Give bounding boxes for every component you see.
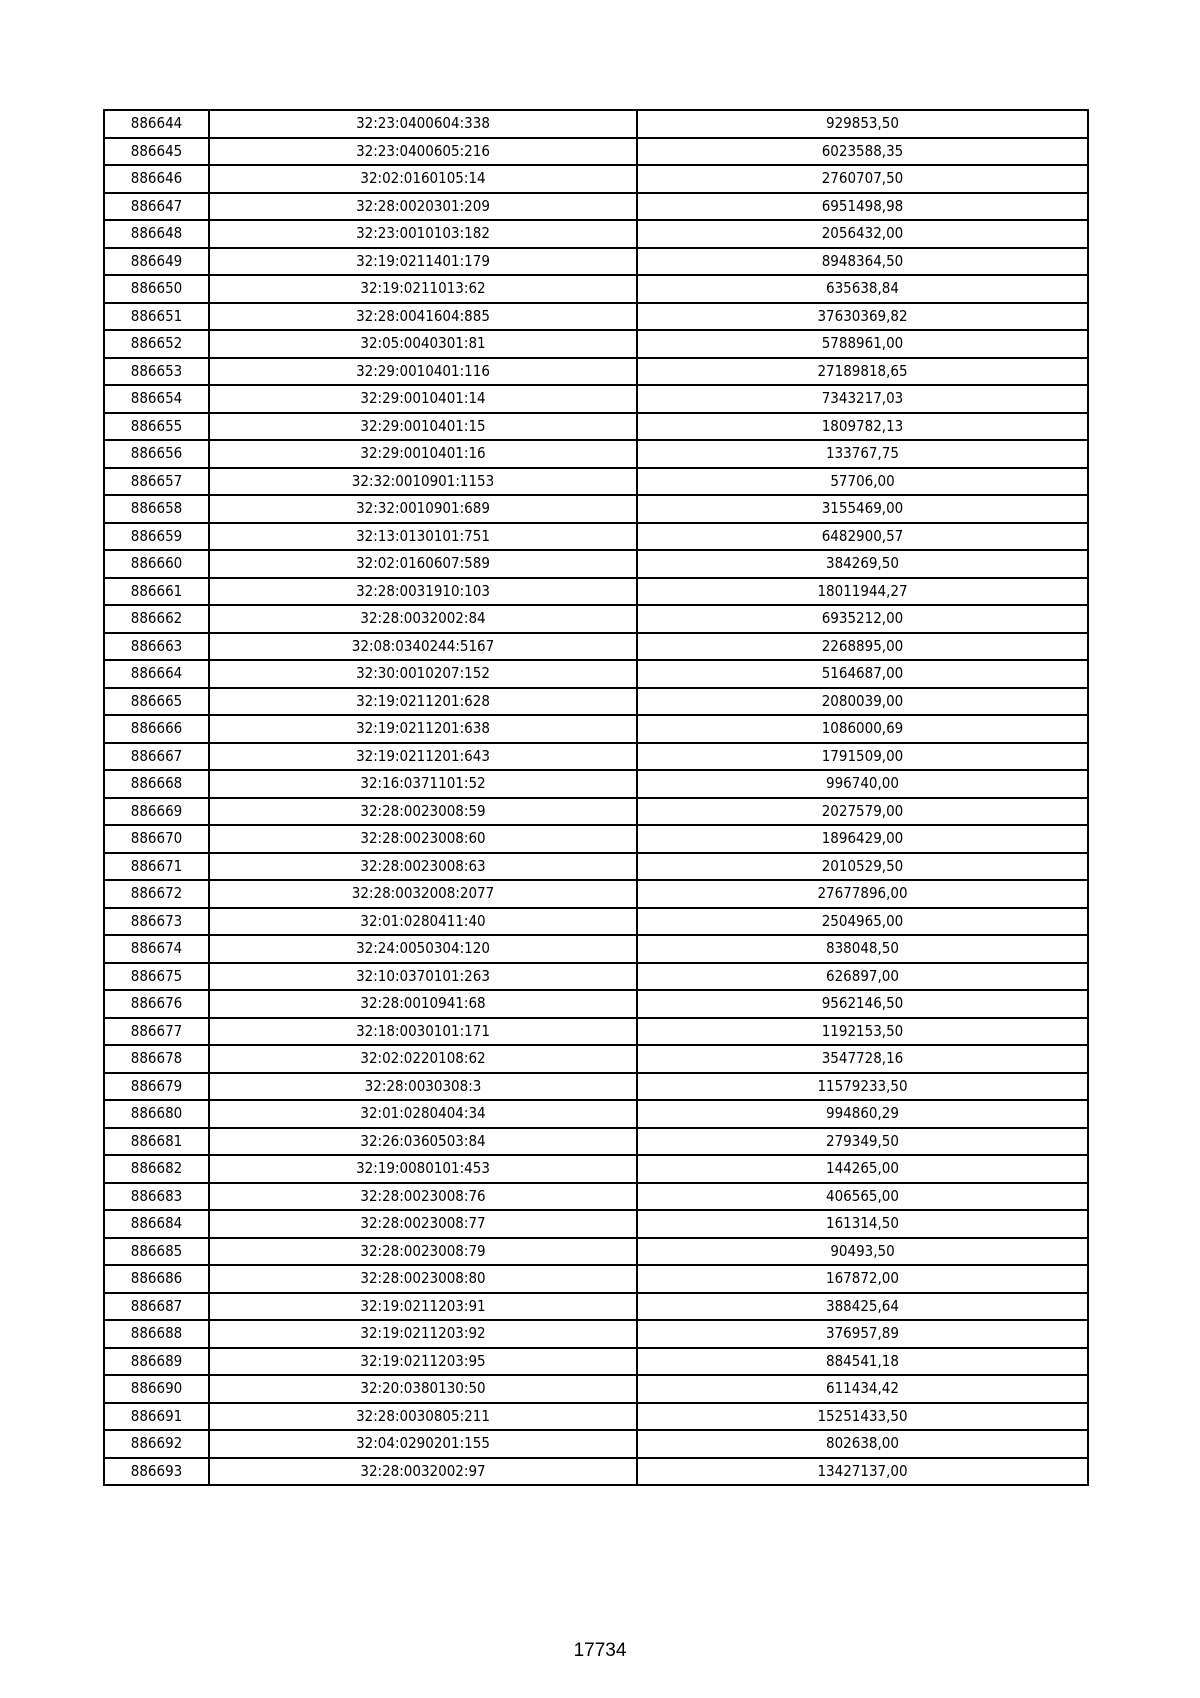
value-cell: 929853,50 — [637, 110, 1088, 138]
record-number-cell: 886683 — [104, 1183, 209, 1211]
cadastral-number-cell: 32:19:0211401:179 — [209, 248, 637, 276]
table-row — [104, 1100, 1088, 1128]
table-row — [104, 468, 1088, 496]
record-number-cell: 886658 — [104, 495, 209, 523]
record-number-cell: 886673 — [104, 908, 209, 936]
record-number-cell: 886660 — [104, 550, 209, 578]
value-cell: 6935212,00 — [637, 605, 1088, 633]
value-cell: 27189818,65 — [637, 358, 1088, 386]
table-row — [104, 660, 1088, 688]
value-cell: 635638,84 — [637, 275, 1088, 303]
value-cell: 5788961,00 — [637, 330, 1088, 358]
table-row — [104, 1210, 1088, 1238]
cadastral-number-cell: 32:02:0160105:14 — [209, 165, 637, 193]
record-number-cell: 886672 — [104, 880, 209, 908]
cadastral-number-cell: 32:19:0211203:91 — [209, 1293, 637, 1321]
data-table — [103, 109, 1089, 1486]
value-cell: 27677896,00 — [637, 880, 1088, 908]
table-row — [104, 358, 1088, 386]
record-number-cell: 886693 — [104, 1458, 209, 1486]
cadastral-number-cell: 32:19:0211203:95 — [209, 1348, 637, 1376]
value-cell: 11579233,50 — [637, 1073, 1088, 1101]
value-cell: 1791509,00 — [637, 743, 1088, 771]
record-number-cell: 886670 — [104, 825, 209, 853]
value-cell: 2504965,00 — [637, 908, 1088, 936]
value-cell: 9562146,50 — [637, 990, 1088, 1018]
table-row — [104, 165, 1088, 193]
cadastral-number-cell: 32:28:0023008:60 — [209, 825, 637, 853]
record-number-cell: 886649 — [104, 248, 209, 276]
value-cell: 6951498,98 — [637, 193, 1088, 221]
value-cell: 2080039,00 — [637, 688, 1088, 716]
cadastral-number-cell: 32:28:0023008:76 — [209, 1183, 637, 1211]
cadastral-number-cell: 32:29:0010401:14 — [209, 385, 637, 413]
value-cell: 2010529,50 — [637, 853, 1088, 881]
table-row — [104, 1018, 1088, 1046]
record-number-cell: 886645 — [104, 138, 209, 166]
value-cell: 376957,89 — [637, 1320, 1088, 1348]
table-row — [104, 1348, 1088, 1376]
table-row — [104, 330, 1088, 358]
record-number-cell: 886652 — [104, 330, 209, 358]
record-number-cell: 886690 — [104, 1375, 209, 1403]
table-row — [104, 688, 1088, 716]
cadastral-number-cell: 32:23:0400604:338 — [209, 110, 637, 138]
table-row — [104, 715, 1088, 743]
value-cell: 1192153,50 — [637, 1018, 1088, 1046]
value-cell: 1896429,00 — [637, 825, 1088, 853]
value-cell: 2027579,00 — [637, 798, 1088, 826]
record-number-cell: 886685 — [104, 1238, 209, 1266]
cadastral-number-cell: 32:28:0023008:63 — [209, 853, 637, 881]
cadastral-number-cell: 32:28:0032008:2077 — [209, 880, 637, 908]
cadastral-number-cell: 32:16:0371101:52 — [209, 770, 637, 798]
cadastral-number-cell: 32:02:0160607:589 — [209, 550, 637, 578]
cadastral-number-cell: 32:19:0211013:62 — [209, 275, 637, 303]
cadastral-number-cell: 32:02:0220108:62 — [209, 1045, 637, 1073]
record-number-cell: 886681 — [104, 1128, 209, 1156]
cadastral-number-cell: 32:05:0040301:81 — [209, 330, 637, 358]
cadastral-number-cell: 32:19:0211201:643 — [209, 743, 637, 771]
cadastral-number-cell: 32:30:0010207:152 — [209, 660, 637, 688]
cadastral-number-cell: 32:13:0130101:751 — [209, 523, 637, 551]
table-row — [104, 1155, 1088, 1183]
table-row — [104, 1183, 1088, 1211]
record-number-cell: 886692 — [104, 1430, 209, 1458]
value-cell: 15251433,50 — [637, 1403, 1088, 1431]
table-row — [104, 1458, 1088, 1486]
value-cell: 57706,00 — [637, 468, 1088, 496]
cadastral-number-cell: 32:20:0380130:50 — [209, 1375, 637, 1403]
record-number-cell: 886647 — [104, 193, 209, 221]
value-cell: 611434,42 — [637, 1375, 1088, 1403]
table-row — [104, 770, 1088, 798]
record-number-cell: 886666 — [104, 715, 209, 743]
record-number-cell: 886650 — [104, 275, 209, 303]
table-row — [104, 275, 1088, 303]
cadastral-number-cell: 32:23:0010103:182 — [209, 220, 637, 248]
record-number-cell: 886663 — [104, 633, 209, 661]
cadastral-number-cell: 32:29:0010401:16 — [209, 440, 637, 468]
cadastral-number-cell: 32:29:0010401:116 — [209, 358, 637, 386]
cadastral-number-cell: 32:32:0010901:1153 — [209, 468, 637, 496]
value-cell: 90493,50 — [637, 1238, 1088, 1266]
cadastral-number-cell: 32:28:0031910:103 — [209, 578, 637, 606]
record-number-cell: 886646 — [104, 165, 209, 193]
value-cell: 5164687,00 — [637, 660, 1088, 688]
table-row — [104, 578, 1088, 606]
value-cell: 144265,00 — [637, 1155, 1088, 1183]
value-cell: 3547728,16 — [637, 1045, 1088, 1073]
table-row — [104, 853, 1088, 881]
cadastral-number-cell: 32:32:0010901:689 — [209, 495, 637, 523]
record-number-cell: 886691 — [104, 1403, 209, 1431]
cadastral-number-cell: 32:28:0023008:79 — [209, 1238, 637, 1266]
table-row — [104, 550, 1088, 578]
cadastral-number-cell: 32:28:0010941:68 — [209, 990, 637, 1018]
record-number-cell: 886656 — [104, 440, 209, 468]
table-row — [104, 880, 1088, 908]
table-row — [104, 990, 1088, 1018]
table-row — [104, 743, 1088, 771]
cadastral-number-cell: 32:18:0030101:171 — [209, 1018, 637, 1046]
table-row — [104, 1073, 1088, 1101]
table-row — [104, 495, 1088, 523]
record-number-cell: 886687 — [104, 1293, 209, 1321]
value-cell: 2056432,00 — [637, 220, 1088, 248]
value-cell: 996740,00 — [637, 770, 1088, 798]
value-cell: 2268895,00 — [637, 633, 1088, 661]
record-number-cell: 886655 — [104, 413, 209, 441]
record-number-cell: 886684 — [104, 1210, 209, 1238]
value-cell: 384269,50 — [637, 550, 1088, 578]
value-cell: 388425,64 — [637, 1293, 1088, 1321]
page-number: 17734 — [573, 1640, 627, 1661]
record-number-cell: 886678 — [104, 1045, 209, 1073]
record-number-cell: 886665 — [104, 688, 209, 716]
record-number-cell: 886688 — [104, 1320, 209, 1348]
table-row — [104, 1430, 1088, 1458]
table-row — [104, 385, 1088, 413]
cadastral-number-cell: 32:28:0023008:80 — [209, 1265, 637, 1293]
record-number-cell: 886689 — [104, 1348, 209, 1376]
record-number-cell: 886664 — [104, 660, 209, 688]
value-cell: 1809782,13 — [637, 413, 1088, 441]
record-number-cell: 886675 — [104, 963, 209, 991]
table-row — [104, 798, 1088, 826]
record-number-cell: 886661 — [104, 578, 209, 606]
value-cell: 802638,00 — [637, 1430, 1088, 1458]
record-number-cell: 886674 — [104, 935, 209, 963]
record-number-cell: 886654 — [104, 385, 209, 413]
table-row — [104, 825, 1088, 853]
cadastral-number-cell: 32:01:0280404:34 — [209, 1100, 637, 1128]
table-row — [104, 1403, 1088, 1431]
value-cell: 406565,00 — [637, 1183, 1088, 1211]
table-row — [104, 248, 1088, 276]
table-row — [104, 193, 1088, 221]
table-row — [104, 935, 1088, 963]
table-row — [104, 220, 1088, 248]
cadastral-number-cell: 32:28:0023008:77 — [209, 1210, 637, 1238]
value-cell: 279349,50 — [637, 1128, 1088, 1156]
cadastral-number-cell: 32:28:0030805:211 — [209, 1403, 637, 1431]
cadastral-number-cell: 32:19:0211203:92 — [209, 1320, 637, 1348]
record-number-cell: 886671 — [104, 853, 209, 881]
record-number-cell: 886668 — [104, 770, 209, 798]
value-cell: 626897,00 — [637, 963, 1088, 991]
record-number-cell: 886677 — [104, 1018, 209, 1046]
value-cell: 18011944,27 — [637, 578, 1088, 606]
cadastral-number-cell: 32:28:0023008:59 — [209, 798, 637, 826]
value-cell: 133767,75 — [637, 440, 1088, 468]
record-number-cell: 886686 — [104, 1265, 209, 1293]
cadastral-number-cell: 32:28:0032002:84 — [209, 605, 637, 633]
cadastral-number-cell: 32:28:0030308:3 — [209, 1073, 637, 1101]
record-number-cell: 886667 — [104, 743, 209, 771]
record-number-cell: 886644 — [104, 110, 209, 138]
cadastral-number-cell: 32:19:0080101:453 — [209, 1155, 637, 1183]
value-cell: 6023588,35 — [637, 138, 1088, 166]
cadastral-number-cell: 32:29:0010401:15 — [209, 413, 637, 441]
cadastral-number-cell: 32:28:0041604:885 — [209, 303, 637, 331]
table-row — [104, 633, 1088, 661]
value-cell: 838048,50 — [637, 935, 1088, 963]
table-row — [104, 440, 1088, 468]
table-row — [104, 605, 1088, 633]
cadastral-number-cell: 32:24:0050304:120 — [209, 935, 637, 963]
table-row — [104, 1293, 1088, 1321]
cadastral-number-cell: 32:23:0400605:216 — [209, 138, 637, 166]
table-row — [104, 1265, 1088, 1293]
table-row — [104, 110, 1088, 138]
cadastral-number-cell: 32:19:0211201:628 — [209, 688, 637, 716]
record-number-cell: 886680 — [104, 1100, 209, 1128]
table-row — [104, 1045, 1088, 1073]
value-cell: 8948364,50 — [637, 248, 1088, 276]
table-row — [104, 523, 1088, 551]
value-cell: 884541,18 — [637, 1348, 1088, 1376]
table-row — [104, 413, 1088, 441]
record-number-cell: 886679 — [104, 1073, 209, 1101]
table-row — [104, 963, 1088, 991]
cadastral-number-cell: 32:19:0211201:638 — [209, 715, 637, 743]
value-cell: 994860,29 — [637, 1100, 1088, 1128]
cadastral-number-cell: 32:04:0290201:155 — [209, 1430, 637, 1458]
record-number-cell: 886648 — [104, 220, 209, 248]
record-number-cell: 886651 — [104, 303, 209, 331]
value-cell: 3155469,00 — [637, 495, 1088, 523]
value-cell: 37630369,82 — [637, 303, 1088, 331]
table-row — [104, 1238, 1088, 1266]
value-cell: 6482900,57 — [637, 523, 1088, 551]
table-body — [104, 110, 1088, 1485]
value-cell: 13427137,00 — [637, 1458, 1088, 1486]
value-cell: 161314,50 — [637, 1210, 1088, 1238]
cadastral-number-cell: 32:10:0370101:263 — [209, 963, 637, 991]
record-number-cell: 886682 — [104, 1155, 209, 1183]
value-cell: 1086000,69 — [637, 715, 1088, 743]
record-number-cell: 886669 — [104, 798, 209, 826]
record-number-cell: 886659 — [104, 523, 209, 551]
record-number-cell: 886662 — [104, 605, 209, 633]
cadastral-number-cell: 32:28:0032002:97 — [209, 1458, 637, 1486]
table-row — [104, 1375, 1088, 1403]
record-number-cell: 886657 — [104, 468, 209, 496]
table-row — [104, 908, 1088, 936]
table-row — [104, 1128, 1088, 1156]
value-cell: 167872,00 — [637, 1265, 1088, 1293]
record-number-cell: 886676 — [104, 990, 209, 1018]
cadastral-number-cell: 32:01:0280411:40 — [209, 908, 637, 936]
table-row — [104, 138, 1088, 166]
value-cell: 2760707,50 — [637, 165, 1088, 193]
cadastral-number-cell: 32:26:0360503:84 — [209, 1128, 637, 1156]
cadastral-number-cell: 32:08:0340244:5167 — [209, 633, 637, 661]
cadastral-number-cell: 32:28:0020301:209 — [209, 193, 637, 221]
record-number-cell: 886653 — [104, 358, 209, 386]
value-cell: 7343217,03 — [637, 385, 1088, 413]
table-row — [104, 1320, 1088, 1348]
table-row — [104, 303, 1088, 331]
